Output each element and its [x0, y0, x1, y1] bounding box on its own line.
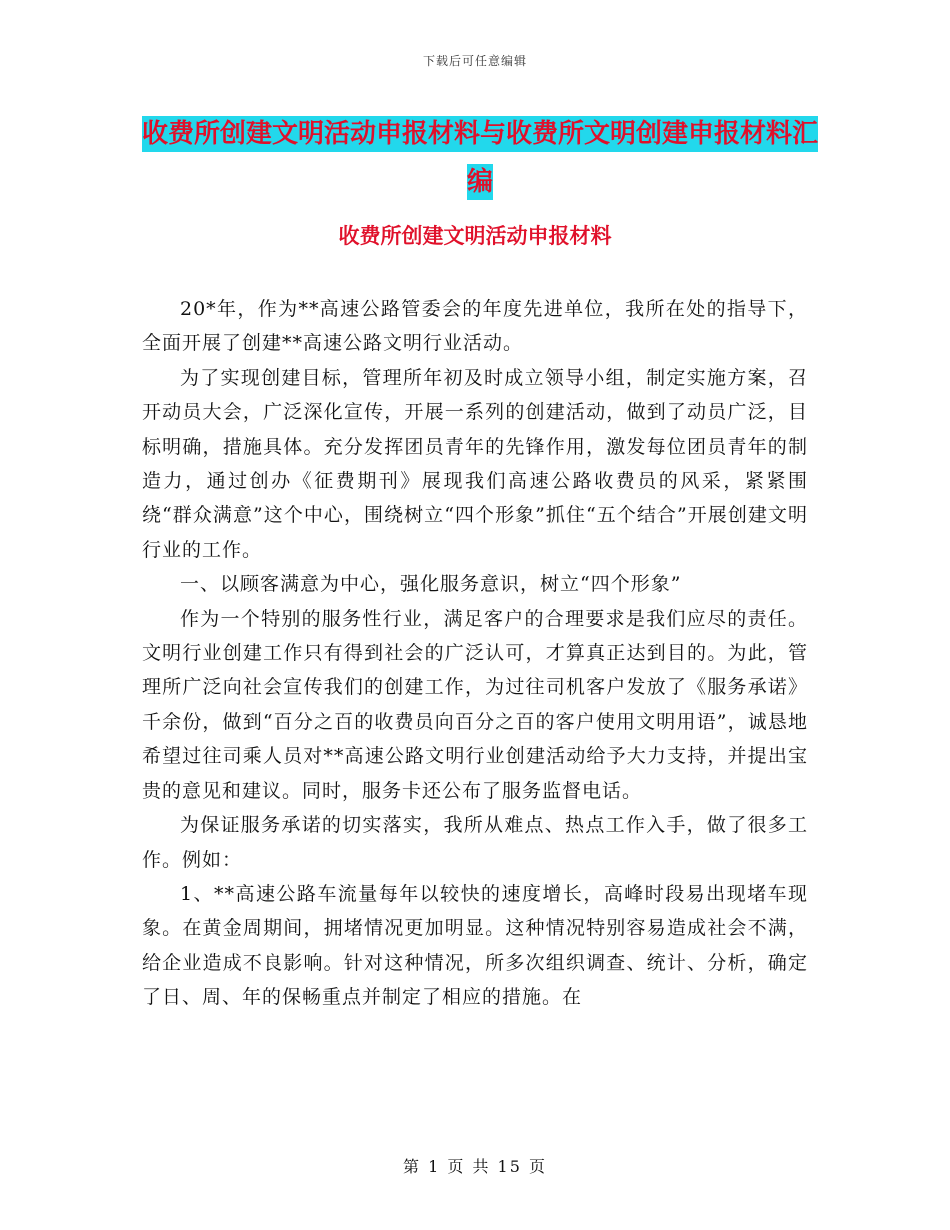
page-header-note: 下载后可任意编辑 [422, 54, 527, 68]
paragraph-heading: 一、以顾客满意为中心，强化服务意识，树立“四个形象” [180, 573, 682, 596]
document-title-text: 收费所创建文明活动申报材料与收费所文明创建申报材料汇编 [142, 116, 818, 200]
paragraph: 为保证服务承诺的切实落实，我所从难点、热点工作入手，做了很多工作。例如： [142, 814, 808, 871]
document-body [142, 292, 808, 1015]
page-number: 第 1 页 共 15 页 [403, 1157, 547, 1176]
paragraph: 作为一个特别的服务性行业，满足客户的合理要求是我们应尽的责任。文明行业创建工作只有得到社会的广泛认可，才算真正达到目的。为此，管理所广泛向社会宣传我们的创建工作，为过往司机客户发放了《服务承诺》千余份，做到“百分之百的收费员向百分之百的客户使用文明用语”，诚恳地希望过往司乘人员对**高速公路文明行业创建活动给予大力支持，并提出宝贵的意见和建议。同时，服务卡还公布了服务监督电话。 [142, 607, 808, 802]
section-title: 收费所创建文明活动申报材料 [338, 224, 612, 248]
document-title [140, 110, 820, 206]
paragraph: 为了实现创建目标，管理所年初及时成立领导小组，制定实施方案，召开动员大会，广泛深化宣传，开展一系列的创建活动，做到了动员广泛，目标明确，措施具体。充分发挥团员青年的先锋作用，激发每位团员青年的制造力，通过创办《征费期刊》展现我们高速公路收费员的风采，紧紧围绕“群众满意”这个中心，围绕树立“四个形象”抓住“五个结合”开展创建文明行业的工作。 [142, 366, 808, 561]
paragraph: 1、**高速公路车流量每年以较快的速度增长，高峰时段易出现堵车现象。在黄金周期间，拥堵情况更加明显。这种情况特别容易造成社会不满，给企业造成不良影响。针对这种情况，所多次组织调查、统计、分析，确定了日、周、年的保畅重点并制定了相应的措施。在 [142, 882, 808, 1009]
paragraph: 20*年，作为**高速公路管委会的年度先进单位，我所在处的指导下，全面开展了创建**高速公路文明行业活动。 [142, 298, 808, 355]
